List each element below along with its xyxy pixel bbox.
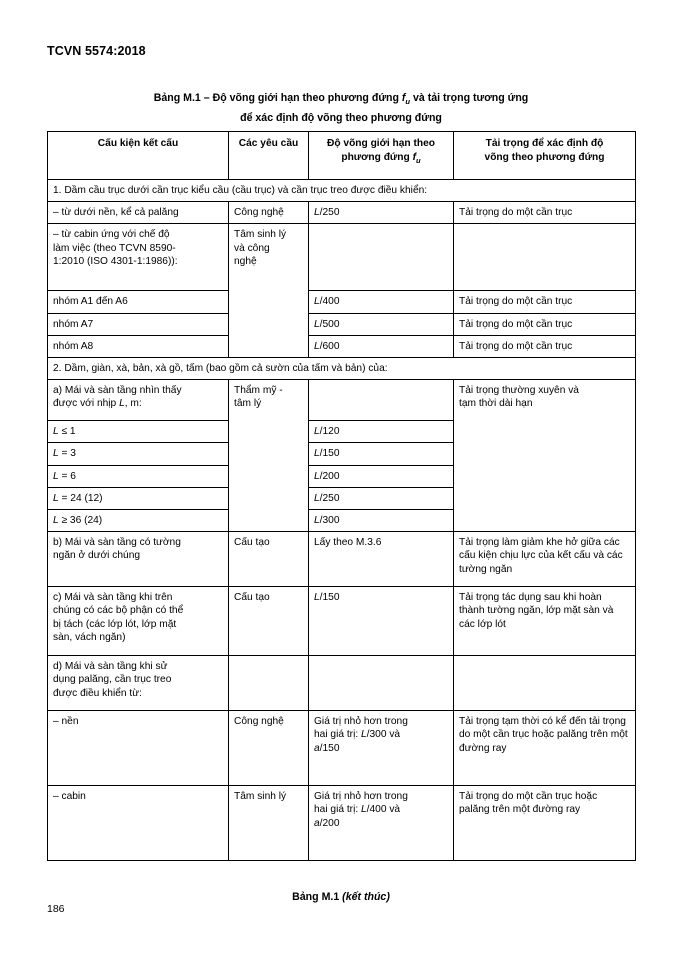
cell-load: Tải trọng tạm thời có kể đến tải trọng do một cần trục hoặc palăng trên một đường ray (454, 711, 636, 786)
table-row (48, 786, 636, 861)
cell-limit-empty (309, 656, 454, 711)
limit-denominator: /300 (319, 515, 340, 527)
cell-member-line-1: c) Mái và sàn tầng khi trên (53, 592, 173, 604)
cell-member-line-3: được điều khiển từ: (53, 687, 142, 699)
cell-limit: Lấy theo M.3.6 (309, 532, 454, 587)
header-limit-line-1: Độ võng giới hạn theo (327, 138, 435, 149)
cell-load: Tải trọng tác dụng sau khi hoàn thành tường ngăn, lớp mặt sàn và các lớp lót (454, 587, 636, 656)
cell-member: – cabin (48, 786, 229, 861)
cell-limit-empty (309, 380, 454, 421)
table-body (48, 180, 636, 861)
table-row (48, 587, 636, 656)
requirement-line-2: và công (234, 242, 270, 254)
header-cell-load (454, 132, 636, 180)
header-load-line-1: Tải trọng để xác định độ (485, 138, 604, 149)
section-heading-1: 1. Dầm cầu trục dưới cần trục kiểu cầu (cầu trục) và cần trục treo được điều khiển: (48, 180, 636, 202)
requirement-line-1: Thẩm mỹ - (234, 385, 283, 397)
cell-load: Tải trọng do một cần trục (454, 202, 636, 224)
cell-limit (309, 465, 454, 487)
limit-line-1: Giá trị nhỏ hơn trong (314, 791, 408, 803)
table-caption-line-1-before: Bảng M.1 – Độ võng giới hạn theo phương đứng (153, 92, 402, 104)
spacing-denominator: /200 (319, 817, 340, 829)
load-line-1: Tải trọng thường xuyên và (459, 385, 579, 397)
cell-member (48, 380, 229, 421)
limit-symbol: L (314, 492, 320, 504)
limit-symbol: L (314, 318, 320, 330)
cell-member-line-1: – từ cabin ứng với chế độ (53, 229, 170, 241)
cell-requirement-empty (229, 656, 309, 711)
limit-symbol: L (314, 340, 320, 352)
cell-member-line-1: b) Mái và sàn tầng có tường (53, 537, 181, 549)
cell-member-line-2: làm việc (theo TCVN 8590- (53, 242, 176, 254)
requirement-line-2: tâm lý (234, 398, 262, 410)
cell-load-empty (454, 656, 636, 711)
table-row-section-1 (48, 180, 636, 202)
cell-member (48, 510, 229, 532)
deflection-symbol-subscript: u (405, 97, 411, 107)
limit-denominator: /600 (319, 340, 340, 352)
cell-load: Tải trọng làm giảm khe hở giữa các cấu kiện chịu lực của kết cấu và các tường ngăn (454, 532, 636, 587)
load-line-2: tạm thời dài hạn (459, 398, 533, 410)
cell-limit (309, 487, 454, 509)
cell-member (48, 587, 229, 656)
page-number: 186 (47, 903, 65, 915)
limit-denominator: /400 (319, 296, 340, 308)
spacing-symbol: a (314, 817, 320, 829)
cell-limit (309, 443, 454, 465)
limit-line-2-before: hai giá trị: (314, 729, 361, 741)
cell-limit (309, 313, 454, 335)
table-row (48, 313, 636, 335)
limit-denominator: /250 (319, 207, 340, 219)
limit-symbol: L (314, 592, 320, 604)
limit-symbol: L (314, 426, 320, 438)
span-symbol: L (119, 398, 125, 410)
cell-member-line-2: dụng palăng, cần trục treo (53, 674, 172, 686)
span-symbol: L (53, 515, 59, 527)
limit-line-2-after: và (386, 729, 401, 741)
cell-member-line-2: chúng có các bộ phận có thể (53, 605, 184, 617)
cell-limit-empty (309, 224, 454, 291)
cell-load-empty (454, 224, 636, 291)
running-header: TCVN 5574:2018 (47, 44, 146, 58)
table-end-caption (47, 891, 635, 903)
cell-limit (309, 335, 454, 357)
limit-denominator: /150 (319, 448, 340, 460)
header-cell-limit-deflection (309, 132, 454, 180)
header-limit-line-2: phương đứng (341, 152, 413, 163)
cell-member-line-3: bị tách (các lớp lót, lớp mặt (53, 618, 177, 630)
span-symbol: L (53, 470, 59, 482)
limit-line-2-after: và (386, 804, 401, 816)
cell-requirement-merged (229, 380, 309, 532)
cell-load: Tải trọng do một cần trục (454, 335, 636, 357)
header-load-line-2: võng theo phương đứng (484, 152, 605, 163)
requirement-line-1: Tâm sinh lý (234, 229, 287, 241)
cell-requirement-merged (229, 224, 309, 358)
cell-limit (309, 510, 454, 532)
limit-symbol: L (314, 207, 320, 219)
cell-load-merged (454, 380, 636, 532)
header-deflection-symbol: f (412, 152, 416, 163)
cell-load: Tải trọng do một cần trục hoặc palăng trên một đường ray (454, 786, 636, 861)
header-cell-requirements: Các yêu cầu (229, 132, 309, 180)
limit-symbol: L (314, 470, 320, 482)
limit-line-2-before: hai giá trị: (314, 804, 361, 816)
cell-member-line-2: được với nhịp (53, 398, 120, 410)
table-caption-line-1-after: và tải trọng tương ứng (410, 92, 529, 104)
cell-member: – nền (48, 711, 229, 786)
table-row (48, 335, 636, 357)
cell-requirement: Công nghệ (229, 711, 309, 786)
table-row (48, 202, 636, 224)
span-symbol: L (53, 448, 59, 460)
limit-symbol: L (314, 296, 320, 308)
table-caption (47, 90, 635, 126)
table-end-note: (kết thúc) (342, 891, 390, 903)
table-row (48, 711, 636, 786)
table-end-label: Bảng M.1 (292, 891, 343, 903)
table-row (48, 532, 636, 587)
table-caption-line-1 (47, 90, 635, 110)
cell-limit (309, 587, 454, 656)
cell-member (48, 532, 229, 587)
header-deflection-subscript: u (415, 156, 421, 166)
limit-symbol: L (314, 515, 320, 527)
cell-member-line-1: d) Mái và sàn tầng khi sử (53, 661, 168, 673)
requirement-line-3: nghệ (234, 255, 257, 267)
header-cell-structural-member: Cấu kiện kết cấu (48, 132, 229, 180)
cell-requirement: Cấu tạo (229, 532, 309, 587)
limit-denominator: /150 (319, 592, 340, 604)
cell-requirement: Tâm sinh lý (229, 786, 309, 861)
cell-member (48, 656, 229, 711)
span-relation: ≥ 36 (24) (58, 515, 103, 527)
cell-member: – từ dưới nền, kể cả palăng (48, 202, 229, 224)
cell-limit (309, 421, 454, 443)
limit-denominator: /400 (366, 804, 387, 816)
cell-load: Tải trọng do một cần trục (454, 313, 636, 335)
cell-limit (309, 202, 454, 224)
section-heading-2: 2. Dầm, giàn, xà, bản, xà gồ, tấm (bao gồm cả sườn của tấm và bản) của: (48, 358, 636, 380)
table-caption-line-2: để xác định độ võng theo phương đứng (240, 112, 442, 125)
cell-member-line-1: a) Mái và sàn tầng nhìn thấy (53, 385, 182, 397)
cell-member: nhóm A1 đến A6 (48, 291, 229, 313)
deflection-symbol: f (401, 92, 406, 104)
cell-member-line-4: sàn, vách ngăn) (53, 631, 126, 643)
limit-denominator: /500 (319, 318, 340, 330)
cell-member (48, 487, 229, 509)
table-head (48, 132, 636, 180)
cell-member (48, 224, 229, 291)
table-row (48, 224, 636, 291)
table-m1 (47, 131, 636, 861)
span-relation: = 6 (58, 470, 76, 482)
spacing-denominator: /150 (319, 742, 340, 754)
cell-member (48, 421, 229, 443)
limit-symbol: L (361, 729, 367, 741)
span-relation: = 3 (58, 448, 76, 460)
cell-requirement: Cấu tạo (229, 587, 309, 656)
cell-member (48, 443, 229, 465)
cell-member: nhóm A7 (48, 313, 229, 335)
table-m1-container (47, 131, 635, 861)
span-relation: ≤ 1 (58, 426, 76, 438)
table-row (48, 656, 636, 711)
limit-denominator: /120 (319, 426, 340, 438)
span-symbol: L (53, 426, 59, 438)
span-relation: = 24 (12) (58, 492, 103, 504)
cell-member-line-2-after: , m: (124, 398, 142, 410)
cell-member-line-2: ngăn ở dưới chúng (53, 550, 141, 562)
limit-symbol: L (314, 448, 320, 460)
cell-member: nhóm A8 (48, 335, 229, 357)
table-row-section-2 (48, 358, 636, 380)
limit-symbol: L (361, 804, 367, 816)
limit-line-1: Giá trị nhỏ hơn trong (314, 716, 408, 728)
limit-denominator: /200 (319, 470, 340, 482)
cell-load: Tải trọng do một cần trục (454, 291, 636, 313)
cell-limit (309, 786, 454, 861)
table-header-row (48, 132, 636, 180)
cell-limit (309, 291, 454, 313)
cell-member-line-3: 1:2010 (ISO 4301-1:1986)): (53, 255, 178, 267)
table-row (48, 380, 636, 421)
spacing-symbol: a (314, 742, 320, 754)
cell-member (48, 465, 229, 487)
table-row (48, 291, 636, 313)
limit-denominator: /250 (319, 492, 340, 504)
limit-denominator: /300 (366, 729, 387, 741)
cell-requirement: Công nghệ (229, 202, 309, 224)
span-symbol: L (53, 492, 59, 504)
cell-limit (309, 711, 454, 786)
